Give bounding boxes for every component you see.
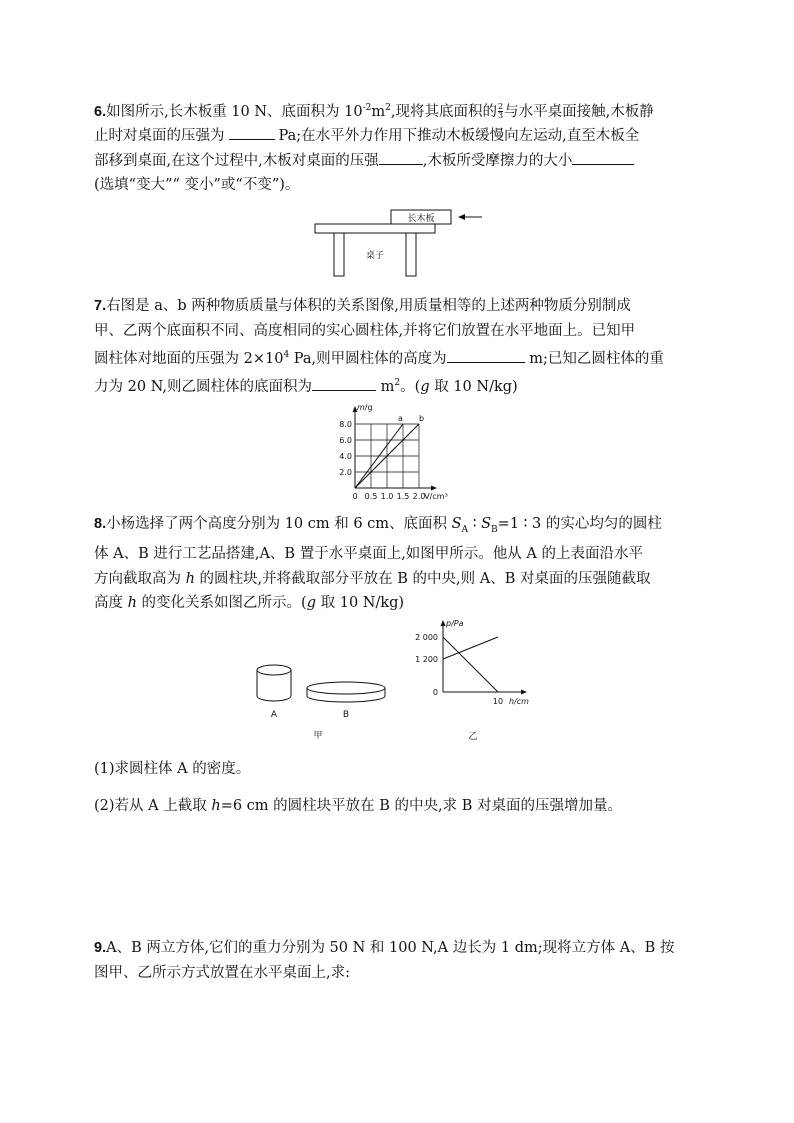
q9-line1: 9.A、B 两立方体,它们的重力分别为 50 N 和 100 N,A 边长为 1 dm;现将立方体 A、B 按 [94,940,675,956]
q7-number: 7. [94,298,107,314]
q7-text [94,294,704,400]
x-tick-label: 0 [352,492,358,501]
q8-pressure-height-chart [405,618,545,744]
series-label-b: b [419,414,425,423]
q8-sub1: (1)求圆柱体 A 的密度。 [94,761,251,777]
x-axis-arrow [521,690,527,695]
q6-text [94,96,704,198]
table-leg-left [334,233,344,276]
label-yi: 乙 [468,732,478,742]
q7-line1: 7.右图是 a、b 两种物质质量与体积的关系图像,用质量相等的上述两种物质分别制成 [94,298,631,314]
y-axis-label: p/Pa [446,619,464,628]
answer-blank[interactable] [572,150,634,165]
label-a: A [270,710,278,720]
q9-number: 9. [94,940,107,956]
answer-blank[interactable] [312,376,376,391]
y-tick-label: 4.0 [339,452,352,461]
q7-line4: 力为 20 N,则乙圆柱体的底面积为 $m^2$。(g 取 10 N/kg) [94,371,704,399]
q7-line3: 圆柱体对地面的压强为 $2\times 10^4$ Pa,则甲圆柱体的高度为 m;已知乙圆柱体的重 [94,343,704,371]
y-tick-label: 2 000 [415,633,438,642]
answer-blank[interactable] [379,150,423,165]
cylinder-a-top [257,665,291,675]
series-line-b [443,637,498,659]
q6-figure-board-table [310,206,490,278]
label-jia: 甲 [313,731,323,741]
fraction: $\frac{2}{3}$ [498,102,504,121]
arrow-head [458,214,465,220]
x-axis-arrow [431,486,437,491]
q8-figure-jia [250,660,400,742]
q6-line2: 止时对桌面的压强为 Pa;在水平外力作用下推动木板缓慢向左运动,直至木板全 [94,124,704,149]
q6-line3: 部移到桌面,在这个过程中,木板对桌面的压强 ,木板所受摩擦力的大小 [94,149,704,174]
cylinder-b-top [307,682,385,694]
x-tick-label: 0.5 [364,492,378,501]
q8-number: 8. [94,516,107,532]
y-tick-label: 6.0 [339,436,352,445]
x-axis-label: V/cm³ [424,492,448,501]
series-line-a [443,637,498,692]
answer-blank[interactable] [447,348,525,363]
q8-line4: 高度 h 的变化关系如图乙所示。(g 取 10 N/kg) [94,595,405,612]
y-tick-label: 1 200 [415,655,438,664]
q8-text [94,512,704,616]
q6-number: 6. [94,103,107,120]
answer-blank[interactable] [229,125,275,140]
q6-line1: 6.如图所示,长木板重 10 N、底面积为 $10^{-2}m^2$,现将其底面积的 $\frac{2}{3}$ 与水平桌面接触,木板静 [94,102,654,121]
x-tick-label: 1.5 [396,492,410,501]
label-b: B [342,710,350,720]
y-tick-label: 8.0 [339,420,352,429]
q8-line1: 8.小杨选择了两个高度分别为 10 cm 和 6 cm、底面积 $S_A$ ∶ $S_B=1$ ∶ 3 的实心均匀的圆柱 [94,516,662,535]
board-label: 长木板 [407,214,435,224]
x-tick-label: 2.0 [412,492,426,501]
q7-mass-volume-chart [330,398,465,502]
y-tick-label: 2.0 [339,468,352,477]
q8-sub2: (2)若从 A 上截取 h=6 cm 的圆柱块平放在 B 的中央,求 B 对桌面的压强增加量。 [94,798,623,814]
table-leg-right [406,233,416,276]
q8-line3: 方向截取高为 h 的圆柱块,并将截取部分平放在 B 的中央,则 A、B 对桌面的压强随截取 [94,570,651,587]
x-axis-label: h/cm [509,697,529,706]
y-tick-label: 0 [432,688,438,697]
q7-line2: 甲、乙两个底面积不同、高度相同的实心圆柱体,并将它们放置在水平地面上。已知甲 [94,322,636,339]
q6-line4: (选填“变大”“ 变小”或“不变”)。 [94,177,300,194]
q9-text [94,936,704,985]
x-tick-label: 10 [492,697,504,706]
y-axis-label: m/g [357,403,373,412]
y-axis-arrow [441,620,446,626]
table-label: 桌子 [365,251,385,261]
q8-line2: 体 A、B 进行工艺品搭建,A、B 置于水平桌面上,如图甲所示。他从 A 的上表面沿水平 [94,546,643,563]
table-top [315,224,435,233]
q9-line2: 图甲、乙所示方式放置在水平桌面上,求: [94,964,350,981]
series-label-a: a [398,414,403,423]
x-tick-label: 1.0 [380,492,394,501]
